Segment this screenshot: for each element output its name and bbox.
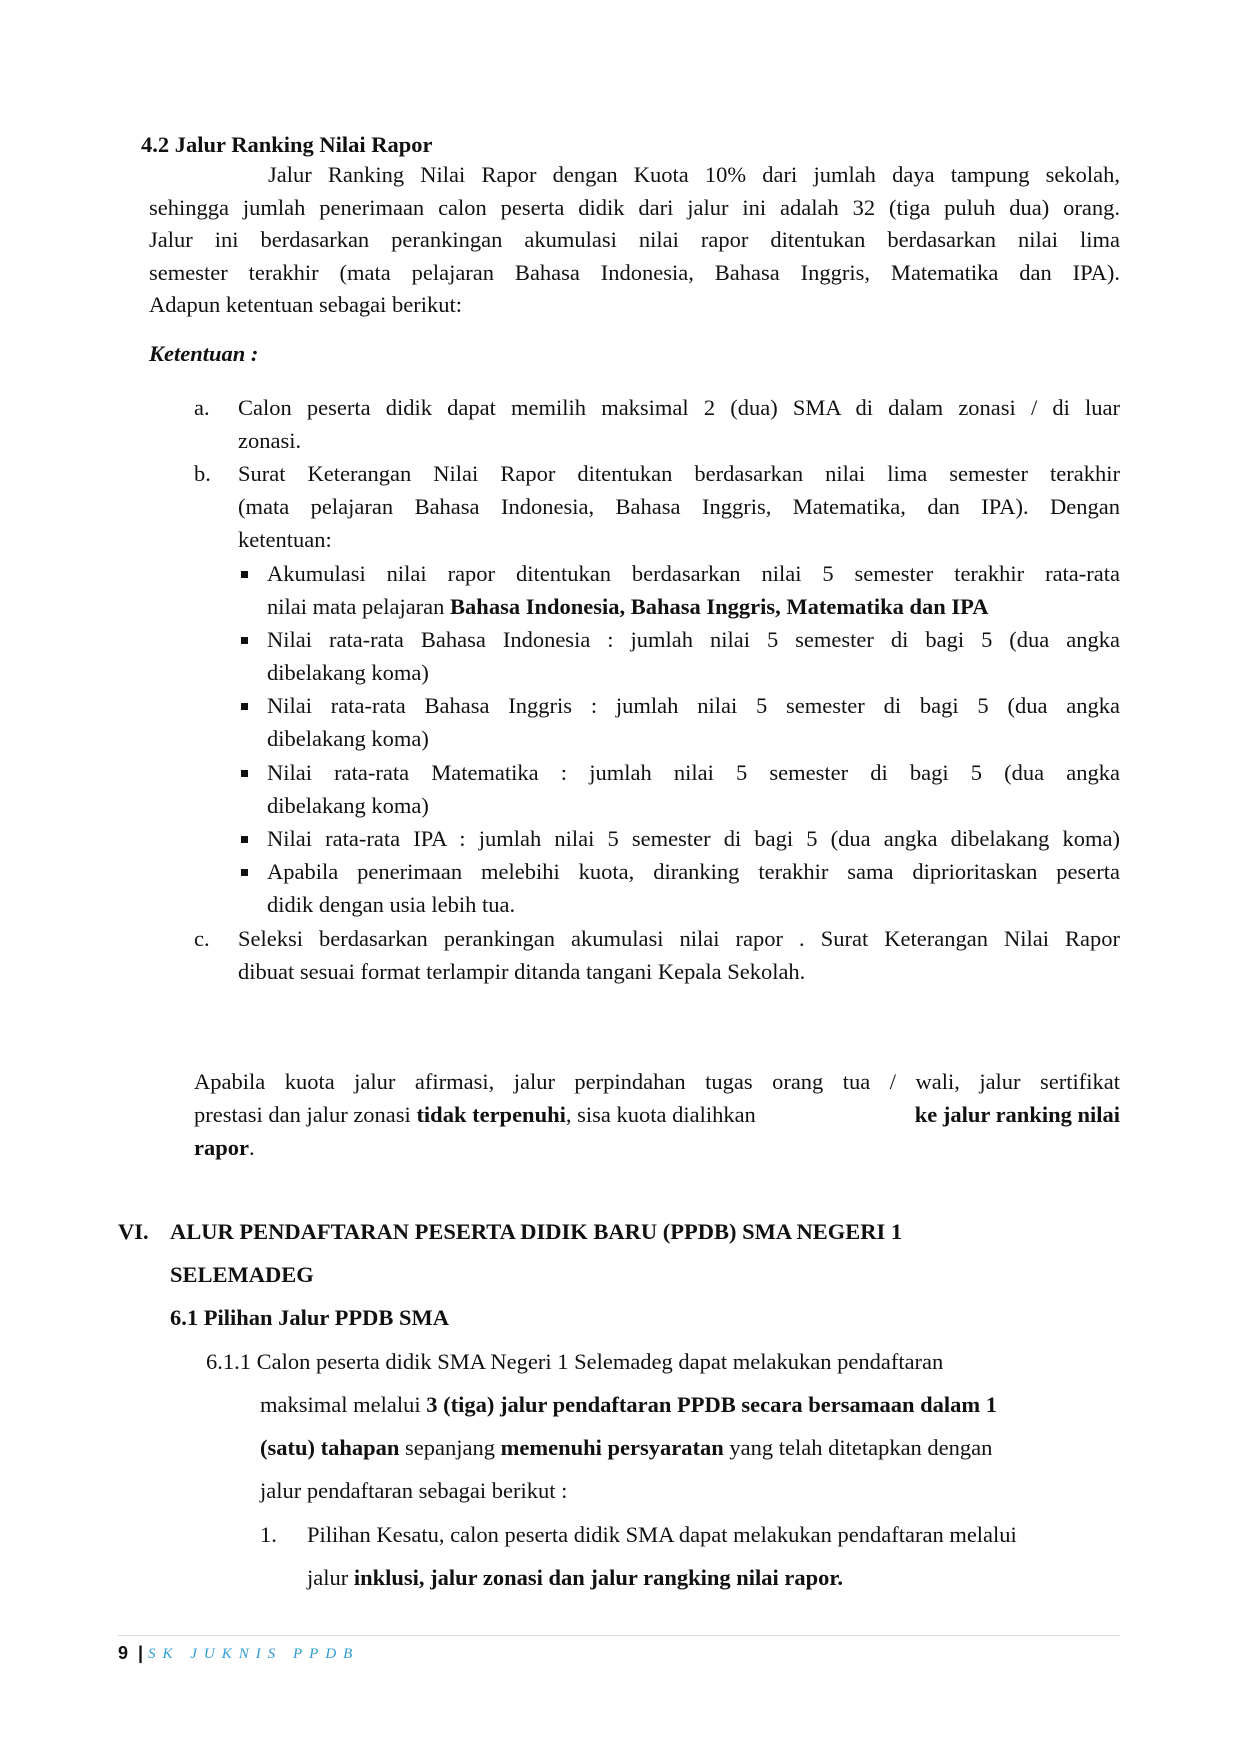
bullet-icon	[241, 770, 248, 777]
quota-text: .	[249, 1135, 255, 1160]
section-title: ALUR PENDAFTARAN PESERTA DIDIK BARU (PPDB) SMA NEGERI 1	[170, 1219, 903, 1244]
bold-text: memenuhi persyaratan	[500, 1435, 724, 1460]
bullet-line: dibelakang koma)	[267, 660, 429, 685]
bullet-line: Nilai rata-rata Bahasa Indonesia : jumlah nilai 5 semester di bagi 5 (dua angka	[267, 627, 1120, 652]
list-marker-a: a.	[194, 395, 210, 420]
page-number: 9	[118, 1643, 129, 1663]
ketentuan-label: Ketentuan :	[149, 341, 259, 366]
list-item-a-line: zonasi.	[238, 428, 302, 453]
quota-paragraph-line	[194, 1104, 1120, 1127]
text: jalur	[307, 1565, 354, 1590]
quota-bold-text: ke jalur ranking nilai	[914, 1102, 1120, 1127]
bold-text: (satu) tahapan	[260, 1435, 400, 1460]
section-heading: 4.2 Jalur Ranking Nilai Rapor	[141, 132, 433, 157]
paragraph-line: Jalur Ranking Nilai Rapor dengan Kuota 10% dari jumlah daya tampung sekolah,	[268, 162, 1120, 187]
footer-separator: |	[138, 1643, 144, 1663]
quota-paragraph-line: Apabila kuota jalur afirmasi, jalur perpindahan tugas orang tua / wali, jalur sertifikat	[194, 1069, 1120, 1094]
bullet-bold-text: Bahasa Indonesia, Bahasa Inggris, Matematika dan IPA	[450, 594, 989, 619]
bullet-icon	[241, 703, 248, 710]
bullet-line: dibelakang koma)	[267, 793, 429, 818]
paragraph-line: Adapun ketentuan sebagai berikut:	[149, 292, 463, 317]
list-marker-b: b.	[194, 461, 211, 486]
paragraph-line	[260, 1437, 992, 1460]
paragraph-line: semester terakhir (mata pelajaran Bahasa Indonesia, Bahasa Inggris, Matematika dan IPA).	[149, 260, 1120, 285]
paragraph-line: sehingga jumlah penerimaan calon peserta didik dari jalur ini adalah 32 (tiga puluh dua) orang.	[149, 195, 1120, 220]
bullet-line: Nilai rata-rata Bahasa Inggris : jumlah nilai 5 semester di bagi 5 (dua angka	[267, 693, 1120, 718]
list-item-1-line	[307, 1567, 843, 1590]
footer-doc-title: SK JUKNIS PPDB	[148, 1646, 360, 1662]
bullet-line: Akumulasi nilai rapor ditentukan berdasarkan nilai 5 semester terakhir rata-rata	[267, 561, 1120, 586]
bold-text: 3 (tiga) jalur pendaftaran PPDB secara bersamaan dalam 1	[426, 1392, 998, 1417]
quota-text: , sisa kuota dialihkan	[565, 1102, 762, 1127]
text: maksimal melalui	[260, 1392, 427, 1417]
list-item-b-line: Surat Keterangan Nilai Rapor ditentukan berdasarkan nilai lima semester terakhir	[238, 461, 1120, 486]
quota-text: prestasi dan jalur zonasi	[194, 1102, 417, 1127]
list-item-c-line: dibuat sesuai format terlampir ditanda tangani Kepala Sekolah.	[238, 959, 806, 984]
bullet-line: dibelakang koma)	[267, 726, 429, 751]
list-item-b-line: (mata pelajaran Bahasa Indonesia, Bahasa Inggris, Matematika, dan IPA). Dengan	[238, 494, 1120, 519]
quota-bold-text: tidak terpenuhi	[416, 1102, 566, 1127]
bullet-line: didik dengan usia lebih tua.	[267, 892, 516, 917]
section-title: SELEMADEG	[170, 1262, 314, 1287]
list-item-1-line: Pilihan Kesatu, calon peserta didik SMA dapat melakukan pendaftaran melalui	[307, 1522, 1017, 1547]
paragraph-line: jalur pendaftaran sebagai berikut :	[260, 1478, 568, 1503]
quota-paragraph-line	[194, 1137, 255, 1160]
text: yang telah ditetapkan dengan	[723, 1435, 993, 1460]
list-item-b-line: ketentuan:	[238, 527, 332, 552]
bullet-line: Apabila penerimaan melebihi kuota, diranking terakhir sama diprioritaskan peserta	[267, 859, 1120, 884]
paragraph-line: 6.1.1 Calon peserta didik SMA Negeri 1 Selemadeg dapat melakukan pendaftaran	[206, 1349, 944, 1374]
list-item-c-line: Seleksi berdasarkan perankingan akumulasi nilai rapor . Surat Keterangan Nilai Rapor	[238, 926, 1120, 951]
bullet-line: Nilai rata-rata IPA : jumlah nilai 5 semester di bagi 5 (dua angka dibelakang koma)	[267, 826, 1120, 851]
bullet-text: nilai mata pelajaran	[267, 594, 451, 619]
paragraph-line: Jalur ini berdasarkan perankingan akumulasi nilai rapor ditentukan berdasarkan nilai lima	[149, 227, 1120, 252]
list-marker-c: c.	[194, 926, 210, 951]
bullet-icon	[241, 637, 248, 644]
bullet-icon	[241, 836, 248, 843]
bullet-line: Nilai rata-rata Matematika : jumlah nilai 5 semester di bagi 5 (dua angka	[267, 760, 1120, 785]
paragraph-line	[260, 1394, 997, 1417]
text: sepanjang	[399, 1435, 501, 1460]
subsection-heading: 6.1 Pilihan Jalur PPDB SMA	[170, 1305, 449, 1330]
list-item-a-line: Calon peserta didik dapat memilih maksimal 2 (dua) SMA di dalam zonasi / di luar	[238, 395, 1120, 420]
footer-divider	[118, 1635, 1120, 1636]
quota-bold-text: rapor	[194, 1135, 249, 1160]
bold-text: inklusi, jalur zonasi dan jalur rangking nilai rapor.	[353, 1565, 843, 1590]
bullet-line	[267, 596, 988, 619]
bullet-icon	[241, 571, 248, 578]
list-marker-1: 1.	[260, 1522, 277, 1547]
section-numeral: VI.	[118, 1219, 149, 1244]
bullet-icon	[241, 869, 248, 876]
